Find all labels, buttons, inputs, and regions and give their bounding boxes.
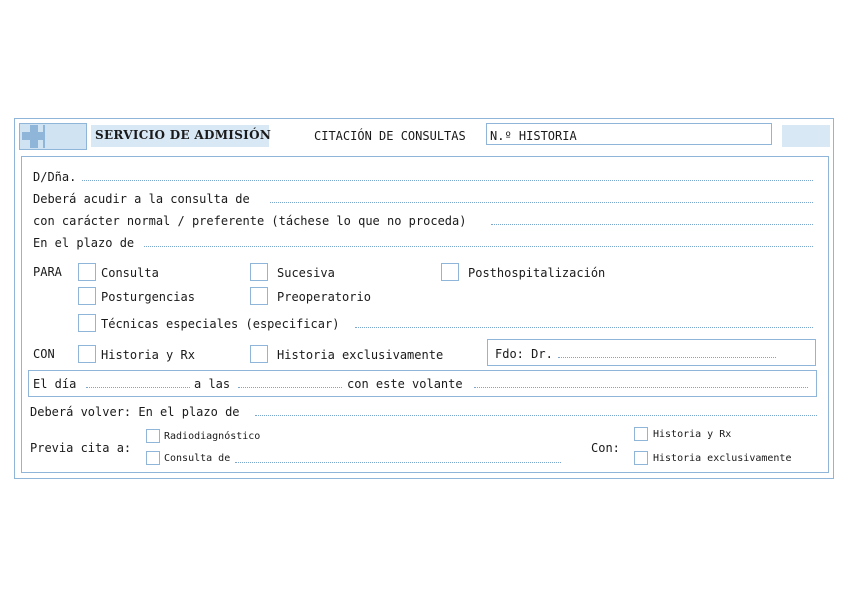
consulta-de-field[interactable] bbox=[235, 462, 561, 463]
posturgencias-checkbox[interactable] bbox=[78, 287, 96, 305]
volver-field[interactable] bbox=[255, 415, 817, 416]
volante-label: con este volante bbox=[347, 377, 463, 391]
el-dia-label: El día bbox=[33, 377, 77, 391]
historia-exclusivamente-checkbox[interactable] bbox=[250, 345, 268, 363]
a-las-label: a las bbox=[194, 377, 231, 391]
historia-exclusivamente-label: Historia exclusivamente bbox=[277, 348, 444, 362]
previa-label: Previa cita a: bbox=[30, 441, 132, 455]
plazo-label: En el plazo de bbox=[33, 236, 135, 250]
consulta-de-checkbox[interactable] bbox=[146, 451, 160, 465]
consulta-label: Consulta bbox=[101, 266, 159, 280]
form-title: SERVICIO DE ADMISIÓN bbox=[95, 128, 272, 142]
sucesiva-checkbox[interactable] bbox=[250, 263, 268, 281]
tecnicas-field[interactable] bbox=[355, 327, 813, 328]
historia-rx-label: Historia y Rx bbox=[101, 348, 195, 362]
historia-rx-checkbox[interactable] bbox=[78, 345, 96, 363]
dona-label: D/Dña. bbox=[33, 170, 77, 184]
fdo-field[interactable] bbox=[558, 357, 776, 358]
caracter-field[interactable] bbox=[491, 224, 813, 225]
cross-icon-divider bbox=[43, 125, 45, 148]
fdo-label: Fdo: Dr. bbox=[495, 347, 553, 361]
radiodiagnostico-label: Radiodiagnóstico bbox=[164, 431, 261, 442]
posthospitalizacion-checkbox[interactable] bbox=[441, 263, 459, 281]
consulta-de-label: Consulta de bbox=[164, 453, 231, 464]
preoperatorio-checkbox[interactable] bbox=[250, 287, 268, 305]
plazo-field[interactable] bbox=[144, 246, 813, 247]
previa-historia-exclusivamente-checkbox[interactable] bbox=[634, 451, 648, 465]
previa-historia-exclusivamente-label: Historia exclusivamente bbox=[653, 453, 792, 464]
dona-field[interactable] bbox=[82, 180, 813, 181]
cross-icon-bar bbox=[22, 132, 45, 140]
historia-label: N.º HISTORIA bbox=[490, 129, 577, 143]
volante-field[interactable] bbox=[474, 387, 808, 388]
posturgencias-label: Posturgencias bbox=[101, 290, 195, 304]
acudir-field[interactable] bbox=[270, 202, 813, 203]
corner-box bbox=[782, 125, 830, 147]
sucesiva-label: Sucesiva bbox=[277, 266, 335, 280]
previa-historia-rx-label: Historia y Rx bbox=[653, 429, 732, 440]
tecnicas-checkbox[interactable] bbox=[78, 314, 96, 332]
acudir-label: Deberá acudir a la consulta de bbox=[33, 192, 250, 206]
para-label: PARA bbox=[33, 265, 62, 279]
dia-field[interactable] bbox=[86, 387, 190, 388]
posthospitalizacion-label: Posthospitalización bbox=[468, 266, 606, 280]
tecnicas-label: Técnicas especiales (especificar) bbox=[101, 317, 340, 331]
citacion-label: CITACIÓN DE CONSULTAS bbox=[314, 129, 466, 143]
caracter-label: con carácter normal / preferente (táchese lo que no proceda) bbox=[33, 214, 467, 228]
preoperatorio-label: Preoperatorio bbox=[277, 290, 371, 304]
volver-label: Deberá volver: En el plazo de bbox=[30, 405, 240, 419]
previa-historia-rx-checkbox[interactable] bbox=[634, 427, 648, 441]
radiodiagnostico-checkbox[interactable] bbox=[146, 429, 160, 443]
con-label: CON bbox=[33, 347, 55, 361]
hora-field[interactable] bbox=[238, 387, 342, 388]
consulta-checkbox[interactable] bbox=[78, 263, 96, 281]
previa-con-label: Con: bbox=[591, 441, 620, 455]
